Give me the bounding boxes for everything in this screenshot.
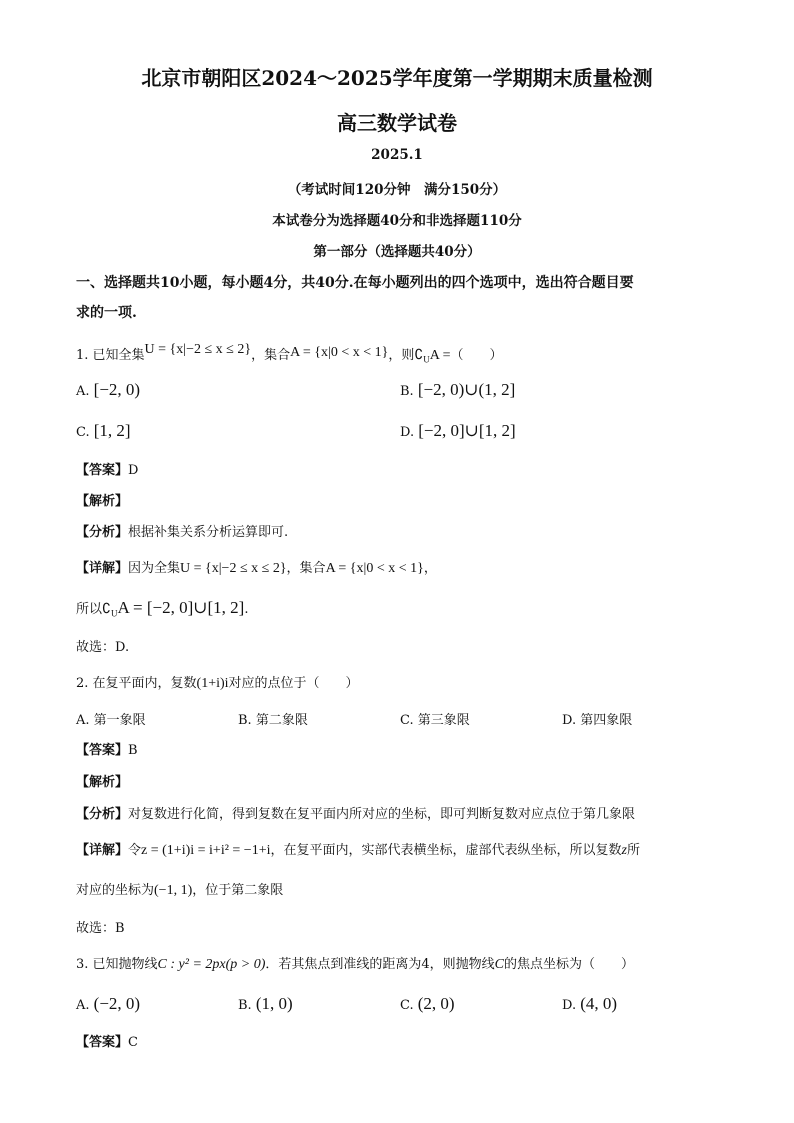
q3-option-b-value: (1, 0) [255, 994, 293, 1013]
q1-option-b-label: B. [400, 384, 414, 399]
q1-complement-subscript: U [423, 354, 430, 365]
q2-answer-label: 【答案】 [76, 743, 129, 758]
q1-option-c-value: [1, 2] [93, 421, 131, 440]
q1-stem-prefix: 1. 已知全集 [76, 348, 145, 363]
q3-option-d-label: D. [562, 998, 577, 1013]
q1-so-subscript: U [110, 608, 118, 619]
q1-answer-value: D [128, 463, 139, 478]
q2-detail [76, 839, 640, 859]
q3-option-c [400, 994, 455, 1014]
q2-option-d: D. 第四象限 [562, 713, 633, 728]
q3-stem-suffix: 的焦点坐标为（ ） [504, 957, 635, 972]
q3-answer-label: 【答案】 [76, 1035, 129, 1050]
q1-detail [76, 557, 437, 577]
q2-analysis-label: 【解析】 [76, 775, 129, 790]
q1-analysis-label: 【解析】 [76, 494, 129, 509]
q1-option-b-value: [−2, 0)∪(1, 2] [417, 380, 516, 399]
q1-option-d-label: D. [400, 425, 415, 440]
q2-detail-line2 [76, 879, 283, 899]
q2-detail-label: 【详解】 [76, 843, 129, 858]
q2-fenxi [76, 803, 635, 822]
q2-detail-coordinate: (−1, 1) [154, 883, 193, 898]
q2-stem-suffix: 对应的点位于（ ） [228, 676, 359, 691]
q1-option-d [400, 421, 516, 441]
q1-complement-a: A = [429, 348, 451, 363]
q2-option-a: A. 第一象限 [76, 713, 146, 728]
q1-option-b [400, 380, 515, 400]
q1-stem-mid: ，集合 [251, 348, 291, 363]
exam-info: （考试时间120分钟 满分150分） [287, 182, 507, 198]
q3-answer [76, 1031, 138, 1050]
q3-option-d-value: (4, 0) [580, 994, 618, 1013]
q3-parabola: C : y² = 2px(p > 0) [157, 957, 266, 972]
q2-fenxi-label: 【分析】 [76, 807, 129, 822]
q1-so-complement: ∁ [102, 602, 111, 617]
q1-option-c [76, 421, 131, 441]
q2-option-b: B. 第二象限 [238, 713, 308, 728]
q2-option-c: C. 第三象限 [400, 713, 470, 728]
q2-answer [76, 739, 138, 758]
q3-option-b-label: B. [238, 998, 252, 1013]
q1-set-a: A = {x|0 < x < 1} [290, 345, 389, 360]
q1-so: 所以 [76, 602, 103, 617]
q2-select: 故选：B [76, 921, 125, 936]
q3-option-c-value: (2, 0) [417, 994, 455, 1013]
q2-detail-z: z [621, 843, 627, 858]
q1-so-result: A = [−2, 0]∪[1, 2] [117, 598, 245, 617]
q3-stem [76, 953, 634, 973]
q1-detail-universal-set: U = {x|−2 ≤ x ≤ 2} [180, 561, 287, 576]
q3-answer-value: C [128, 1035, 138, 1050]
q2-stem [76, 672, 359, 692]
q1-blank-paren: （ ） [450, 348, 503, 363]
q1-universal-set: U = {x|−2 ≤ x ≤ 2} [144, 342, 252, 357]
q1-detail-mid: ，集合 [286, 561, 326, 576]
q1-fenxi-text: 根据补集关系分析运算即可. [128, 525, 289, 540]
q1-detail-label: 【详解】 [76, 561, 129, 576]
q1-detail-prefix: 因为全集 [128, 561, 181, 576]
doc-title: 北京市朝阳区2024～2025学年度第一学期期末质量检测 [141, 66, 653, 90]
q1-stem-then: ，则 [388, 348, 415, 363]
q1-conclusion [76, 598, 248, 619]
q1-answer-label: 【答案】 [76, 463, 129, 478]
exam-date: 2025.1 [371, 147, 423, 163]
q3-option-d [562, 994, 617, 1014]
section-instruction-line2: 求的一项. [76, 305, 137, 321]
q2-fenxi-text: 对复数进行化简，得到复数在复平面内所对应的坐标，即可判断复数对应点位于第几象限 [128, 807, 636, 822]
q3-option-b [238, 994, 293, 1014]
q2-detail-end: 所 [626, 843, 640, 858]
exam-composition: 本试卷分为选择题40分和非选择题110分 [272, 213, 522, 229]
q3-stem-mid: ．若其焦点到准线的距离为4，则抛物线 [265, 957, 495, 972]
q3-option-a-label: A. [76, 998, 90, 1013]
q2-answer-value: B [128, 743, 138, 758]
doc-subtitle: 高三数学试卷 [337, 111, 457, 135]
q1-option-a-label: A. [76, 384, 90, 399]
q3-stem-prefix: 3. 已知抛物线 [76, 957, 158, 972]
q1-select: 故选：D. [76, 640, 130, 655]
q1-complement-symbol: ∁ [414, 348, 424, 363]
q1-stem [76, 344, 503, 365]
q1-so-end: . [244, 602, 249, 617]
q2-detail-mid: ，在复平面内，实部代表横坐标，虚部代表纵坐标，所以复数 [270, 843, 622, 858]
q1-fenxi [76, 521, 288, 540]
q2-stem-prefix: 2. 在复平面内，复数 [76, 676, 197, 691]
q2-detail-expression: z = (1+i)i = i+i² = −1+i [141, 843, 271, 858]
q3-option-a-value: (−2, 0) [93, 994, 141, 1013]
q1-detail-end: ， [423, 561, 437, 576]
section-instruction-line1: 一、选择题共10小题，每小题4分，共40分.在每小题列出的四个选项中，选出符合题目要 [76, 275, 634, 291]
q1-detail-set-a: A = {x|0 < x < 1} [325, 561, 424, 576]
q2-detail-line2-suffix: ，位于第二象限 [192, 883, 284, 898]
q1-option-a [76, 380, 140, 400]
part-heading: 第一部分（选择题共40分） [313, 244, 481, 260]
q1-answer [76, 459, 138, 478]
q2-detail-prefix: 令 [128, 843, 142, 858]
q3-option-c-label: C. [400, 998, 414, 1013]
q1-option-c-label: C. [76, 425, 90, 440]
q3-option-a [76, 994, 140, 1014]
q3-curve-c: C [494, 957, 505, 972]
q2-expression: (1+i)i [196, 676, 229, 691]
q2-detail-line2-prefix: 对应的坐标为 [76, 883, 155, 898]
q1-fenxi-label: 【分析】 [76, 525, 129, 540]
q1-option-d-value: [−2, 0]∪[1, 2] [418, 421, 516, 440]
q1-option-a-value: [−2, 0) [93, 380, 141, 399]
